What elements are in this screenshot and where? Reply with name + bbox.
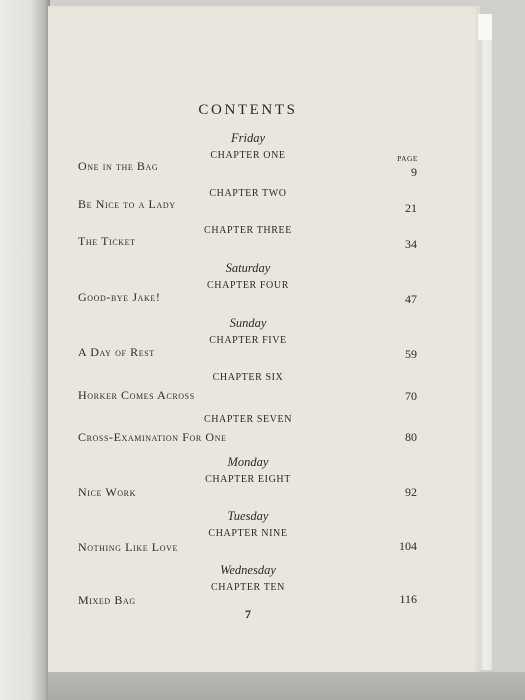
page-folio: 7 (245, 607, 251, 621)
chapter-page: 92 (405, 485, 417, 499)
chapter-page: 104 (399, 539, 417, 553)
day-heading-saturday: Saturday (225, 261, 271, 275)
page-edge (480, 14, 492, 670)
chapter-label: CHAPTER NINE (208, 528, 288, 539)
chapter-page: 21 (405, 201, 417, 215)
bottom-shadow (48, 672, 525, 700)
chapter-page: 116 (399, 592, 417, 606)
chapter-label: CHAPTER FIVE (209, 335, 287, 346)
chapter-page: 59 (405, 347, 417, 361)
chapter-label: CHAPTER EIGHT (205, 474, 291, 485)
page-edge-top (478, 14, 492, 40)
chapter-label: CHAPTER FOUR (207, 280, 289, 291)
chapter-label: CHAPTER SIX (212, 372, 284, 383)
day-heading-monday: Monday (227, 455, 269, 469)
chapter-title: Nothing Like Love (78, 540, 178, 554)
page-column-label: PAGE (397, 154, 418, 163)
chapter-title: Be Nice to a Lady (78, 197, 176, 211)
chapter-title: Nice Work (78, 485, 136, 499)
chapter-title: The Ticket (78, 234, 136, 248)
adjacent-page-shadow (0, 0, 50, 700)
chapter-label: CHAPTER THREE (204, 225, 292, 236)
day-heading-wednesday: Wednesday (220, 563, 276, 577)
chapter-title: Cross-Examination For One (78, 430, 227, 444)
day-heading-sunday: Sunday (229, 316, 267, 330)
chapter-page: 80 (405, 430, 417, 444)
chapter-title: One in the Bag (78, 159, 159, 173)
chapter-label: CHAPTER TEN (211, 582, 285, 593)
chapter-label: CHAPTER SEVEN (203, 414, 293, 425)
chapter-page: 47 (405, 292, 417, 306)
chapter-title: Mixed Bag (78, 593, 136, 607)
chapter-title: Horker Comes Across (78, 388, 195, 402)
day-heading-tuesday: Tuesday (227, 509, 269, 523)
chapter-title: A Day of Rest (78, 345, 155, 359)
chapter-page: 9 (411, 165, 417, 179)
chapter-title: Good-bye Jake! (78, 290, 161, 304)
chapter-label: CHAPTER TWO (209, 188, 287, 199)
chapter-page: 34 (405, 237, 417, 251)
chapter-page: 70 (405, 389, 417, 403)
chapter-label: CHAPTER ONE (210, 150, 286, 161)
day-heading-friday: Friday (230, 131, 266, 145)
contents-heading: CONTENTS (198, 102, 298, 118)
